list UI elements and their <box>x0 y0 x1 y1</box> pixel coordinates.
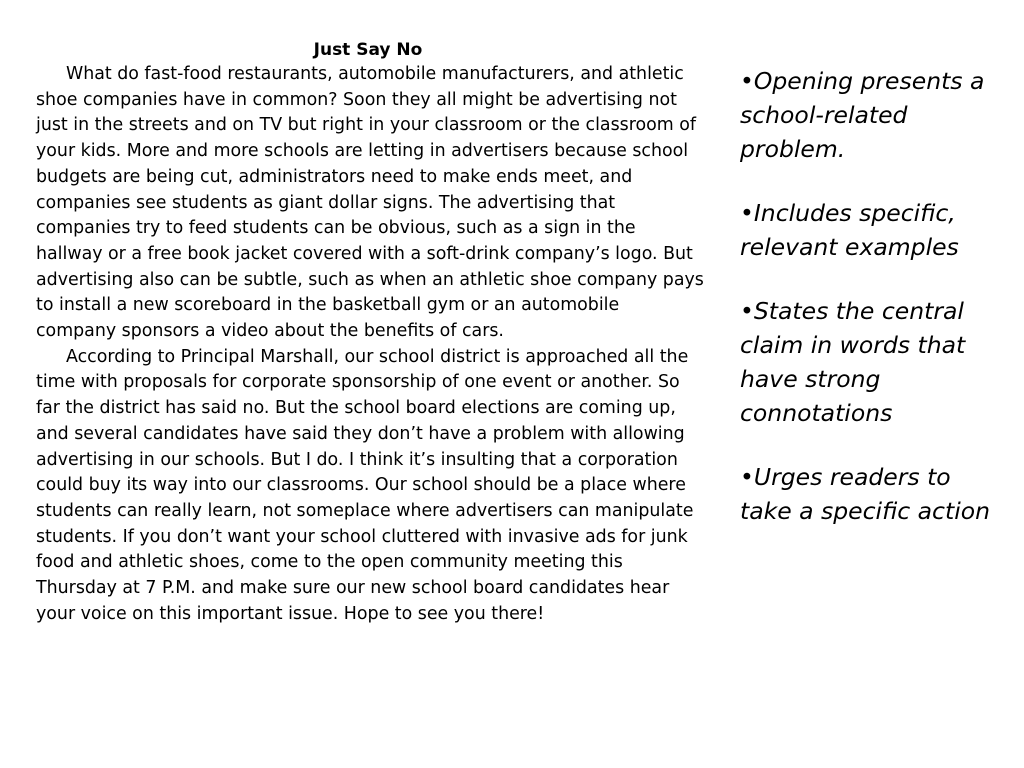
bullet-icon: • <box>740 297 754 325</box>
annotation-item <box>740 64 1000 166</box>
annotation-text: Includes specific, relevant examples <box>740 199 959 261</box>
annotation-text: Urges readers to take a specific action <box>740 463 990 525</box>
essay-title: Just Say No <box>313 40 423 60</box>
bullet-icon: • <box>740 463 754 491</box>
essay-paragraph-2: According to Principal Marshall, our school district is approached all the time with proposals for corporate sponsorship of one event or another. So far the district has said no. But the school board elections are coming up, and several candidates have said they don’t have a problem with allowing advertising in our schools. But I do. I think it’s insulting that a corporation could buy its way into our classrooms. Our school should be a place where students can really learn, not someplace where advertisers can manipulate students. If you don’t want your school cluttered with invasive ads for junk food and athletic shoes, come to the open community meeting this Thursday at 7 P.M. and make sure our new school board candidates hear your voice on this important issue. Hope to see you there! <box>36 346 694 624</box>
essay-text <box>36 38 704 627</box>
annotation-list <box>740 64 1000 558</box>
bullet-icon: • <box>740 199 754 227</box>
annotation-text: States the central claim in words that have strong connotations <box>740 297 966 427</box>
annotation-item <box>740 294 1000 430</box>
essay-paragraph-1: What do fast-food restaurants, automobile manufacturers, and athletic shoe companies have in common? Soon they all might be advertising not just in the streets and on TV but right in your classroom or the classroom of your kids. More and more schools are letting in advertisers because school budgets are being cut, administrators need to make ends meet, and companies see students as giant dollar signs. The advertising that companies try to feed students can be obvious, such as a sign in the hallway or a free book jacket covered with a soft-drink company’s logo. But advertising also can be subtle, such as when an athletic shoe company pays to install a new scoreboard in the basketball gym or an automobile company sponsors a video about the benefits of cars. <box>36 64 704 342</box>
annotation-text: Opening presents a school-related problem. <box>740 67 985 163</box>
annotation-item <box>740 196 1000 264</box>
annotation-item <box>740 460 1000 528</box>
bullet-icon: • <box>740 67 754 95</box>
